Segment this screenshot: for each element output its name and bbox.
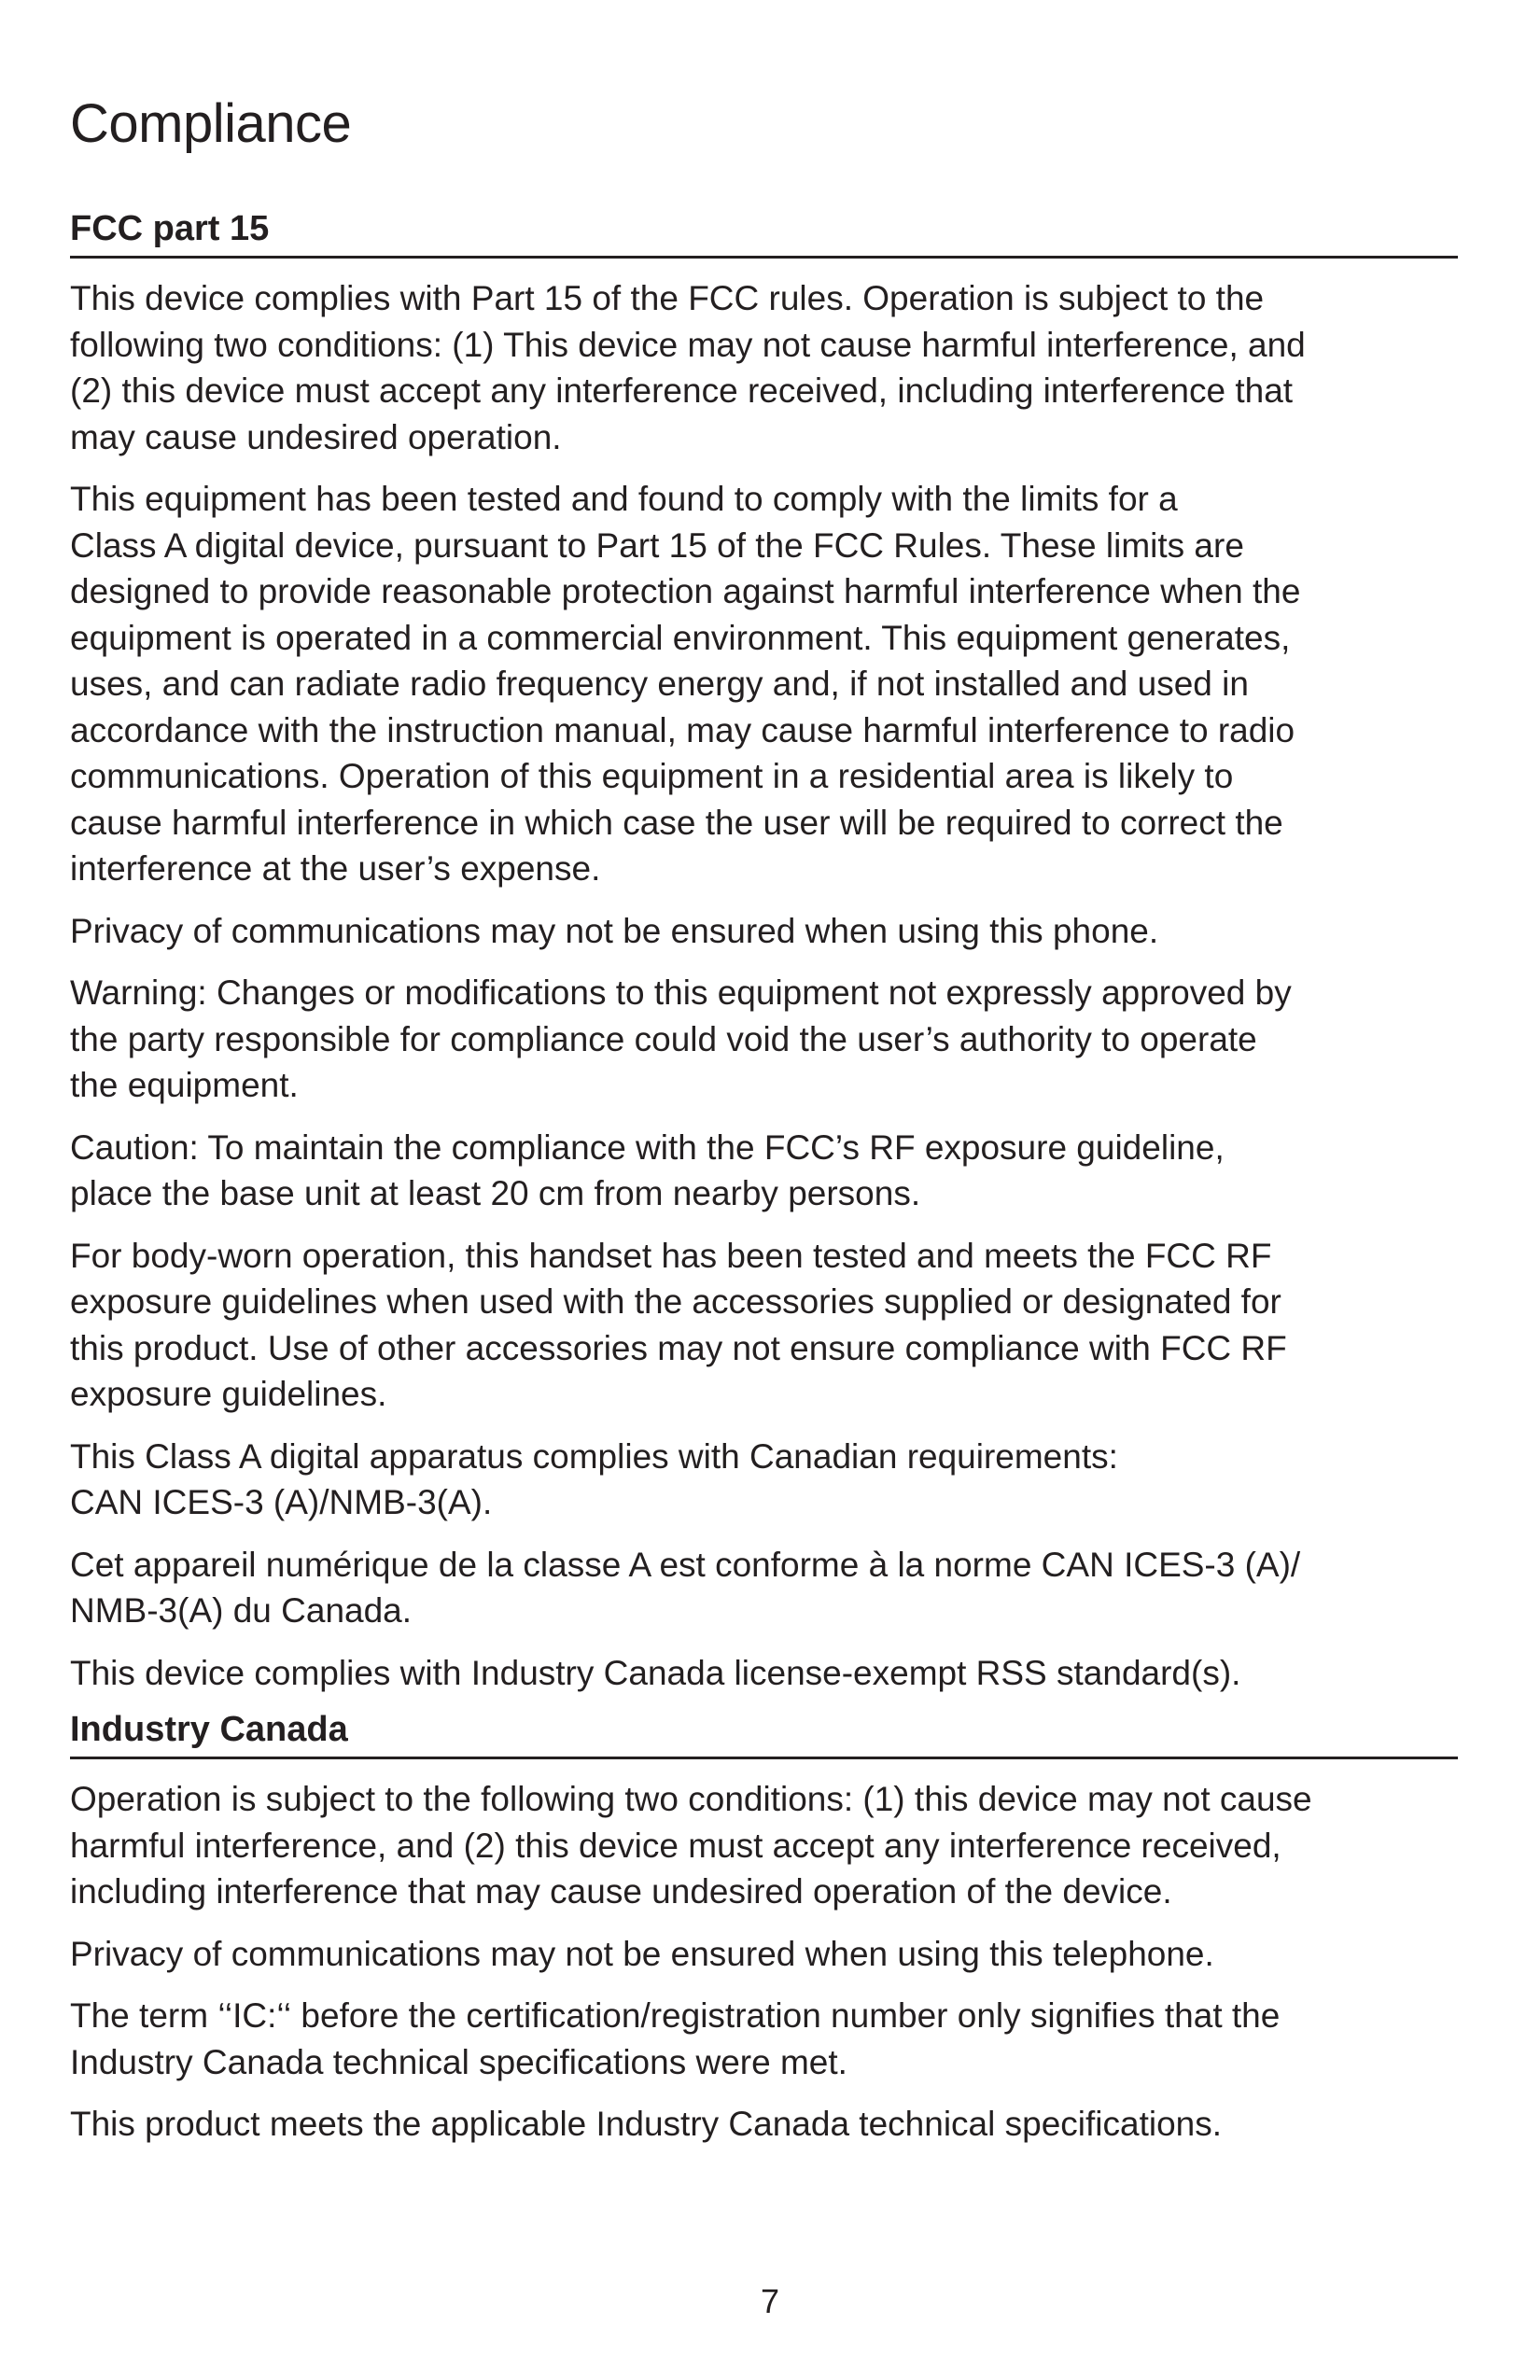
document-page — [70, 0, 1458, 2380]
section-fcc-part-15 — [70, 207, 1458, 1712]
page-number: 7 — [760, 2282, 780, 2320]
section-heading-industry-canada: Industry Canada — [70, 1708, 1458, 1759]
paragraph: For body-worn operation, this handset has been tested and meets the FCC RF exposure guidelines when used with the accessories supplied or designated for this product. Use of other accessories may not ensure compliance with FCC RF exposure guidelines. — [70, 1236, 1287, 1413]
paragraph: Caution: To maintain the compliance with the FCC’s RF exposure guideline, place the base unit at least 20 cm from nearby persons. — [70, 1127, 1225, 1212]
paragraph: The term ‘‘IC:‘‘ before the certification/registration number only signifies that the Industry Canada technical specifications were met. — [70, 1996, 1281, 2081]
section-body-industry-canada — [70, 1776, 1458, 2148]
paragraph: This Class A digital apparatus complies with Canadian requirements: CAN ICES-3 (A)/NMB-3(A). — [70, 1436, 1118, 1521]
paragraph: Privacy of communications may not be ensured when using this telephone. — [70, 1934, 1214, 1973]
section-industry-canada — [70, 1708, 1458, 2163]
paragraph: This equipment has been tested and found to comply with the limits for a Class A digital device, pursuant to Part 15 of the FCC Rules. These limits are designed to provide reasonable protection against harmful interference when the equipment is operated in a commercial environment. This equipment generates, uses, and can radiate radio frequency energy and, if not installed and used in accordance with the instruction manual, may cause harmful interference to radio communications. Operation of this equipment in a residential area is likely to cause harmful interference in which case the user will be required to correct the interference at the user’s expense. — [70, 480, 1301, 888]
paragraph: Cet appareil numérique de la classe A est conforme à la norme CAN ICES-3 (A)/ NMB-3(A) du Canada. — [70, 1545, 1301, 1630]
paragraph: This device complies with Part 15 of the FCC rules. Operation is subject to the following two conditions: (1) This device may not cause harmful interference, and (2) this device must accept any interference received, including interference that may cause undesired operation. — [70, 279, 1306, 456]
section-heading-fcc: FCC part 15 — [70, 207, 1458, 259]
paragraph: Operation is subject to the following two conditions: (1) this device may not cause harmful interference, and (2) this device must accept any interference received, including interference that may cause undesired operation of the device. — [70, 1780, 1312, 1911]
page-title: Compliance — [70, 93, 352, 154]
paragraph: This device complies with Industry Canada license-exempt RSS standard(s). — [70, 1653, 1241, 1692]
section-body-fcc — [70, 275, 1458, 1696]
paragraph: Privacy of communications may not be ensured when using this phone. — [70, 911, 1159, 950]
paragraph: Warning: Changes or modifications to this equipment not expressly approved by the party responsible for compliance could void the user’s authority to operate the equipment. — [70, 973, 1292, 1104]
paragraph: This product meets the applicable Industry Canada technical specifications. — [70, 2105, 1223, 2143]
